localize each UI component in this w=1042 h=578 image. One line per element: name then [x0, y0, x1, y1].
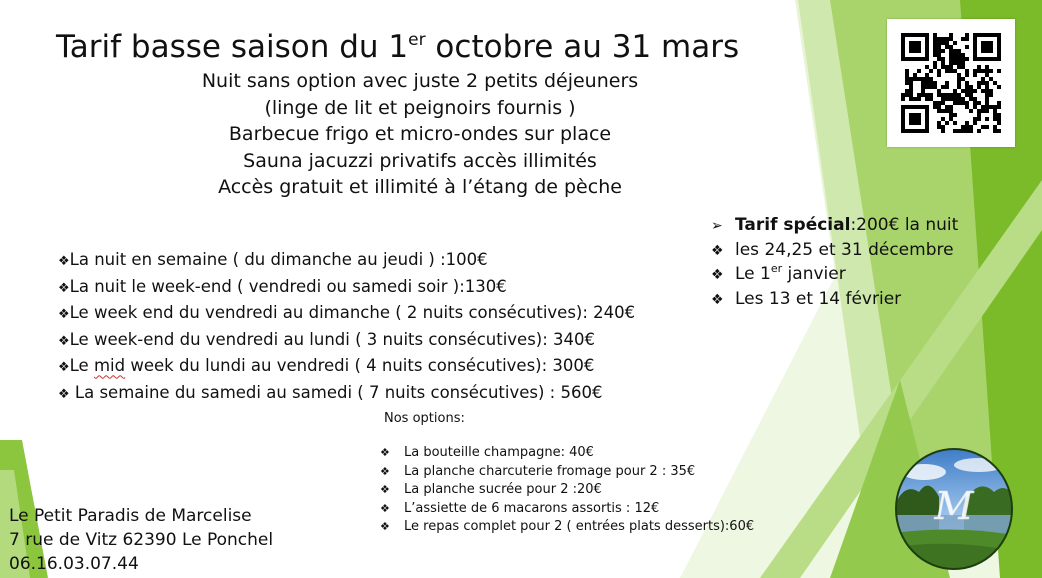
option-text: L’assiette de 6 macarons assortis : 12€: [404, 500, 660, 516]
special-date-text: les 24,25 et 31 décembre: [735, 239, 954, 260]
diamond-bullet-icon: ❖: [380, 483, 390, 496]
rate-text: La nuit le week-end ( vendredi ou samedi soir ):130€: [69, 276, 507, 296]
page-title: [56, 28, 776, 66]
title-superscript: er: [408, 30, 426, 50]
feature-line: Sauna jacuzzi privatifs accès illimités: [243, 149, 597, 172]
special-date-text: Le 1: [735, 264, 771, 284]
diamond-bullet-icon: ❖: [380, 520, 390, 533]
option-text: La planche charcuterie fromage pour 2 : 35€: [404, 463, 696, 479]
rate-item: [58, 275, 698, 302]
options-list: [380, 444, 754, 537]
diamond-bullet-icon: ❖: [380, 446, 390, 459]
diamond-bullet-icon: ❖: [711, 242, 724, 259]
special-heading: [711, 214, 1011, 239]
option-item: [380, 463, 754, 482]
feature-line: (linge de lit et peignoirs fournis ): [264, 96, 576, 119]
qr-code-icon: [887, 19, 1015, 147]
rate-text: La semaine du samedi au samedi ( 7 nuits consécutives) : 560€: [69, 382, 603, 402]
spellcheck-word: mid: [93, 356, 126, 376]
special-date-superscript: er: [770, 262, 783, 275]
title-rest: octobre au 31 mars: [425, 29, 740, 65]
special-date-text: janvier: [782, 264, 846, 284]
rate-text: Le week-end du vendredi au lundi ( 3 nuits consécutives): 340€: [69, 329, 596, 349]
diamond-bullet-icon: ❖: [58, 386, 70, 402]
options-heading: Nos options:: [384, 411, 465, 426]
special-date: [711, 263, 1011, 288]
special-heading-price: :200€ la nuit: [850, 215, 959, 235]
feature-line: Nuit sans option avec juste 2 petits déjeuners: [201, 70, 639, 92]
option-item: [380, 500, 754, 519]
diamond-bullet-icon: ❖: [58, 254, 70, 269]
included-features: [160, 68, 680, 201]
option-item: [380, 444, 754, 463]
rate-text: Le: [69, 356, 94, 376]
special-date-text: Les 13 et 14 février: [735, 288, 902, 309]
diamond-bullet-icon: ❖: [58, 280, 70, 296]
rate-item: [58, 328, 698, 355]
rate-item: [58, 301, 698, 328]
diamond-bullet-icon: ❖: [711, 291, 724, 308]
diamond-bullet-icon: ❖: [58, 333, 70, 349]
business-name: Le Petit Paradis de Marcelise: [9, 506, 252, 526]
qr-code[interactable]: [887, 19, 1015, 147]
rate-text: Le week end du vendredi au dimanche ( 2 nuits consécutives): 240€: [69, 303, 636, 323]
special-rate-box: [711, 214, 1011, 312]
rates-list: [58, 248, 698, 408]
special-heading-bold: Tarif spécial: [735, 215, 851, 235]
feature-line: Barbecue frigo et micro-ondes sur place: [228, 123, 612, 145]
option-item: [380, 481, 754, 500]
rate-item: [58, 381, 698, 408]
special-date: [711, 239, 1011, 264]
option-text: Le repas complet pour 2 ( entrées plats desserts):60€: [404, 519, 755, 534]
title-main: Tarif basse saison du 1: [56, 29, 409, 65]
diamond-bullet-icon: ❖: [380, 501, 390, 515]
rate-text: La nuit en semaine ( du dimanche au jeudi ) :100€: [69, 250, 488, 269]
landscape-logo-icon: [894, 447, 1014, 571]
option-text: La bouteille champagne: 40€: [404, 445, 594, 460]
option-text: La planche sucrée pour 2 :20€: [404, 482, 602, 497]
diamond-bullet-icon: ❖: [380, 464, 390, 478]
contact-address: [9, 504, 273, 576]
option-item: [380, 518, 754, 537]
arrow-bullet-icon: ➢: [711, 218, 723, 234]
diamond-bullet-icon: ❖: [711, 267, 724, 283]
diamond-bullet-icon: ❖: [58, 360, 70, 376]
feature-line: Accès gratuit et illimité à l’étang de pèche: [218, 176, 622, 198]
rate-text: week du lundi au vendredi ( 4 nuits consécutives): 300€: [125, 356, 595, 376]
rate-item: [58, 248, 698, 275]
special-date: [711, 288, 1011, 313]
phone-number: 06.16.03.07.44: [9, 554, 139, 574]
street-address: 7 rue de Vitz 62390 Le Ponchel: [9, 530, 274, 550]
diamond-bullet-icon: ❖: [58, 307, 70, 323]
logo: [894, 447, 1014, 571]
rate-item: [58, 354, 698, 381]
logo-monogram: M: [934, 484, 974, 528]
